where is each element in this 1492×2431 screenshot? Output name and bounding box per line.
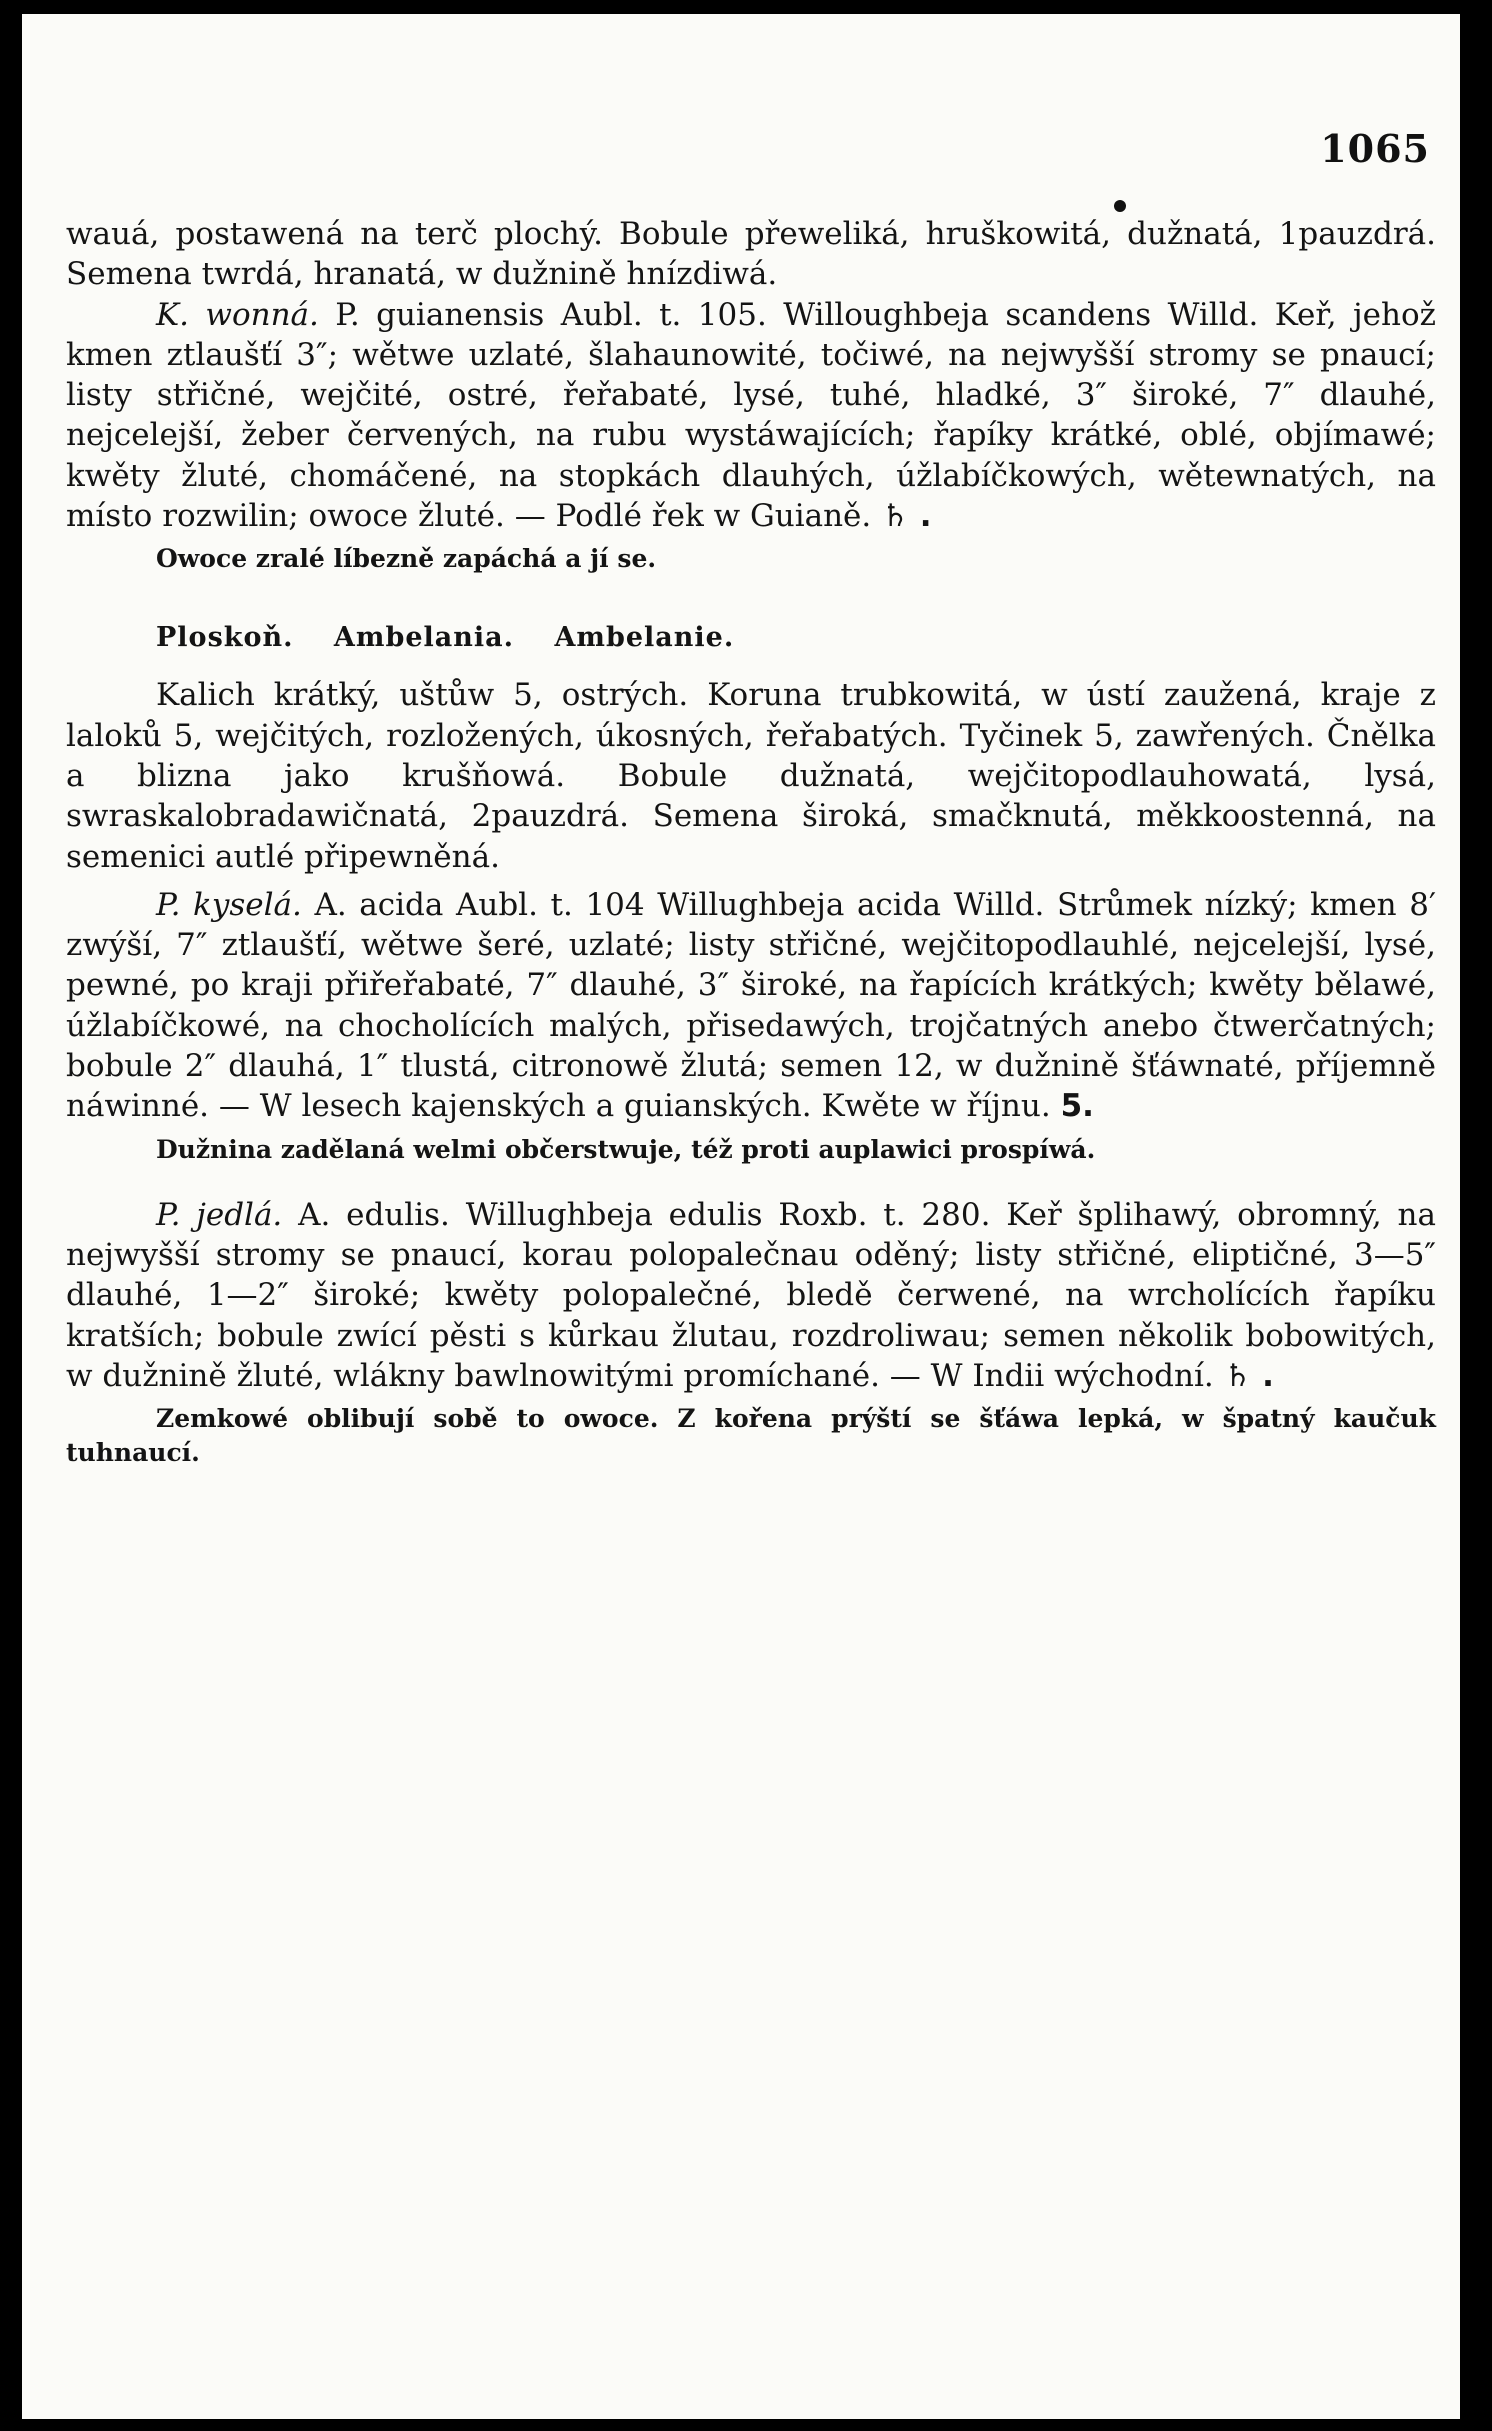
duration-symbol: 5. (1060, 1088, 1094, 1125)
genus-czech-name: Ploskoň. (156, 622, 294, 654)
species-wonna-note: Owoce zralé líbezně zapáchá a jí se. (156, 544, 657, 574)
page-text (66, 214, 1436, 1470)
species-jedla-body: A. edulis. Willughbeja edulis Roxb. t. 280. Keř šplihawý, obromný, na nejwyšší stromy se pnaucí, korau polopalečnau oděný; listy střičné, eliptičné, 3—5″ dlauhé, 1—2″ široké; kwěty polopalečné, bledě čerwené, na wrcholících řapíku kratších; bobule zwící pěsti s kůrkau žlutau, rozdroliwau; semen několik bobowitých, w dužnině žluté, wlákny bawlnowitými promíchané. — W Indii wýchodní. (66, 1196, 1437, 1394)
species-kysela-note: Dužnina zadělaná welmi občerstwuje, též proti auplawici prospíwá. (156, 1134, 1096, 1164)
book-page (22, 14, 1460, 2419)
genus-heading (66, 622, 1436, 653)
species-kysela-body: A. acida Aubl. t. 104 Willughbeja acida Willd. Strůmek nízký; kmen 8′ zwýší, 7″ ztlaušťí, wětwe šeré, uzlaté; listy střičné, wejčitopodlauhlé, nejcelejší, lysé, pewné, po kraji přiřeřabaté, 7″ dlauhé, 3″ široké, na řapících krátkých; kwěty bělawé, úžlabíčkowé, na chocholících malých, přisedawých, trojčatných anebo čtwerčatných; bobule 2″ dlauhá, 1″ tlustá, citronowě žlutá; semen 12, w dužnině šťáwnaté, příjemně náwinné. — W lesech kajenských a guianských. Kwěte w říjnu. (66, 886, 1437, 1125)
page-number: 1065 (1320, 126, 1430, 171)
species-kysela-name: P. kyselá. (156, 886, 302, 923)
species-wonna-name: K. wonná. (156, 296, 319, 333)
species-jedla (66, 1195, 1436, 1396)
species-jedla-note: Zemkowé oblibují sobě to owoce. Z kořena prýští se šťáwa lepká, w špatný kaučuk tuhnaucí. (66, 1404, 1436, 1468)
genus-latin-name: Ambelania. (333, 622, 515, 654)
species-wonna-body: P. guianensis Aubl. t. 105. Willoughbeja scandens Willd. Keř, jehož kmen ztlaušťí 3″; wětwe uzlaté, šlahaunowité, točiwé, na nejwyšší stromy se pnaucí; listy střičné, wejčité, ostré, řeřabaté, lysé, tuhé, hladké, 3″ široké, 7″ dlauhé, nejcelejší, žeber červených, na rubu wystáwajících; řapíky krátké, oblé, objímawé; kwěty žluté, chomáčené, na stopkách dlauhých, úžlabíčkowých, wětewnatých, na místo rozwilin; owoce žluté. — Podlé řek w Guianě. (66, 296, 1436, 535)
printer-mark-dot (1114, 200, 1126, 212)
species-wonna (66, 295, 1436, 537)
genus-alt-name: Ambelanie. (554, 622, 735, 654)
perennial-symbol: ♄ . (881, 498, 932, 535)
perennial-symbol-2: ♄ . (1223, 1357, 1274, 1394)
species-jedla-name: P. jedlá. (156, 1196, 283, 1233)
genus-description: Kalich krátký, uštůw 5, ostrých. Koruna trubkowitá, w ústí zaužená, kraje z laloků 5, wejčitých, rozložených, úkosných, řeřabatých. Tyčinek 5, zawřených. Čnělka a blizna jako krušňowá. Bobule dužnatá, wejčitopodlauhowatá, lysá, swraskalobradawičnatá, 2pauzdrá. Semena široká, smačknutá, měkkoostenná, na semenici autlé připewněná. (66, 677, 1436, 875)
intro-paragraph: wauá, postawená na terč plochý. Bobule přeweliká, hruškowitá, dužnatá, 1pauzdrá. Semena twrdá, hranatá, w dužnině hnízdiwá. (66, 216, 1436, 293)
species-kysela (66, 885, 1436, 1127)
